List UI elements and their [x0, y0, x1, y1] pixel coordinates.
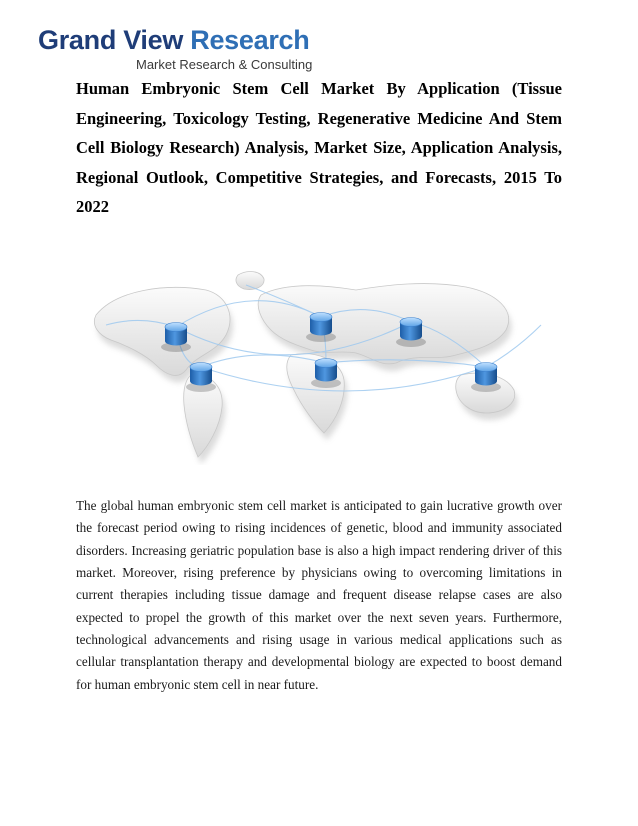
database-icon	[311, 359, 341, 389]
logo-word-research: Research	[190, 25, 310, 55]
report-title: Human Embryonic Stem Cell Market By Application (Tissue Engineering, Toxicology Testing, Regenerative Medicine And Stem Cell Biology Research) Analysis, Market Size, Application Analysis, Regional Outlook, Competitive Strategies, and Forecasts, 2015 To 2022	[76, 79, 562, 217]
company-logo	[38, 24, 338, 76]
database-icon	[306, 313, 336, 343]
logo-word-grand-view: Grand View	[38, 25, 184, 55]
report-summary-paragraph: The global human embryonic stem cell market is anticipated to gain lucrative growth over the forecast period owing to rising incidences of genetic, blood and immunity associated disorders. Increasing geriatric population base is also a high impact rendering driver of this market. Moreover, rising preference by physicians owing to overcoming limitations in current therapies including tissue damage and frequent disease relapse cases are also expected to propel the growth of this market over the next seven years. Furthermore, technological advancements and rising usage in various medical applications such as cellular transplantation therapy and developmental biology are expected to boost demand for human embryonic stem cell in near future.	[76, 498, 562, 692]
logo-tagline: Market Research & Consulting	[136, 57, 313, 72]
logo-wordmark	[38, 24, 309, 56]
continents	[94, 272, 514, 457]
database-icon	[161, 323, 191, 353]
database-icon	[471, 363, 501, 393]
database-icon	[396, 318, 426, 348]
world-network-map-icon	[86, 255, 548, 465]
database-icon	[186, 363, 216, 393]
